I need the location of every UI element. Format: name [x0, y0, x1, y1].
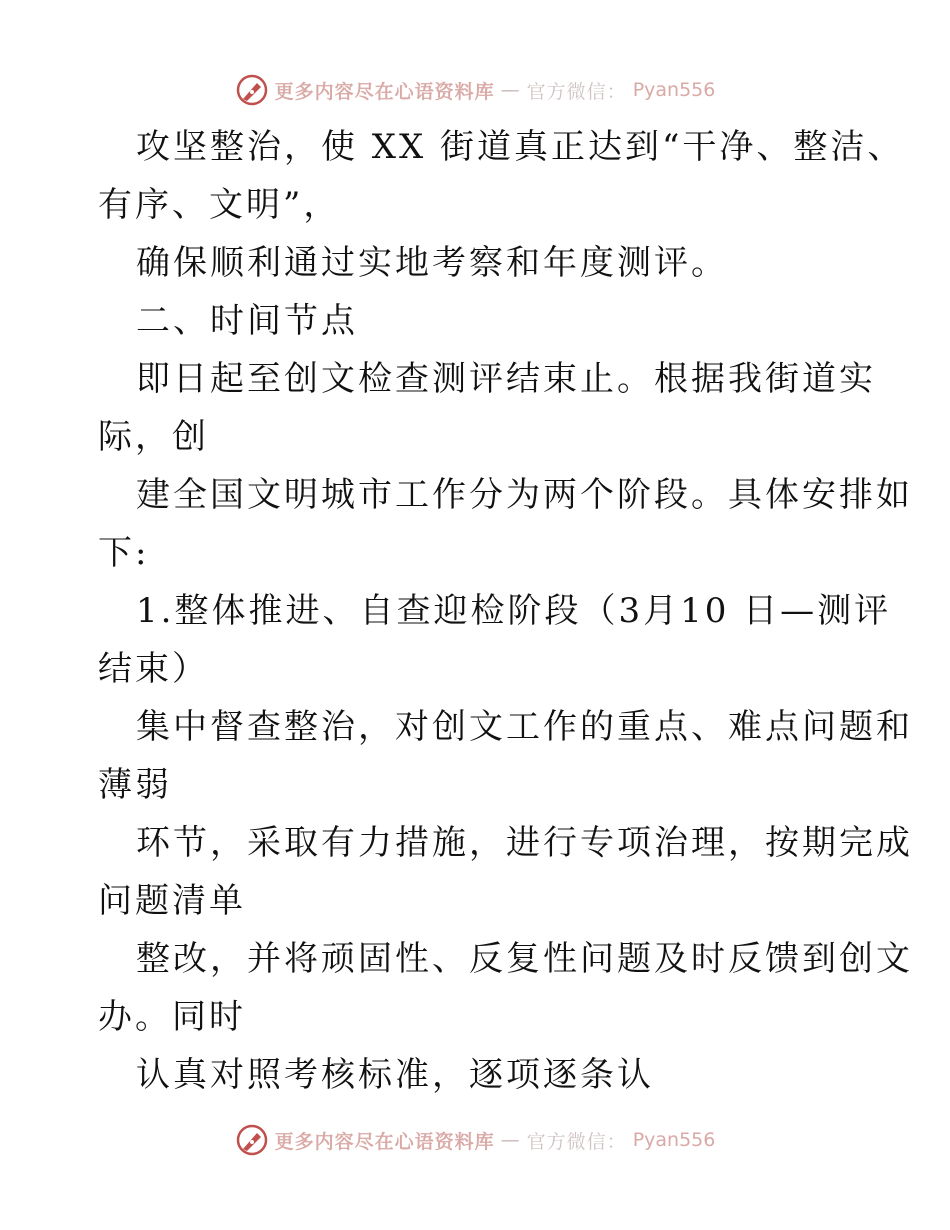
text-line: 攻坚整治，使 XX 街道真正达到“干净、整洁、	[136, 127, 905, 167]
watermark-brand: 更多内容尽在心语资料库	[274, 80, 495, 103]
text-line: 办。同时	[98, 997, 246, 1037]
text-line: 即日起至创文检查测评结束止。根据我街道实	[136, 359, 876, 399]
watermark-wechat-id: Pyan556	[632, 79, 716, 101]
watermark-wechat-id: Pyan556	[632, 1129, 716, 1151]
text-line: 下:	[98, 533, 150, 573]
text-line: 集中督查整治，对创文工作的重点、难点问题和	[136, 707, 913, 747]
pen-nib-logo-icon	[235, 1123, 269, 1157]
text-line: 际，创	[98, 417, 209, 457]
text-line: 薄弱	[98, 765, 172, 805]
text-line: 确保顺利通过实地考察和年度测评。	[136, 243, 728, 283]
watermark-separator: —	[500, 79, 521, 101]
watermark-wechat-label: 官方微信：	[526, 80, 627, 103]
pen-nib-logo-icon	[235, 73, 269, 107]
text-line: 认真对照考核标准，逐项逐条认	[136, 1055, 654, 1095]
text-line: 问题清单	[98, 881, 246, 921]
watermark-wechat-label: 官方微信：	[526, 1130, 627, 1153]
text-line: 结束）	[98, 649, 209, 689]
document-body	[98, 118, 913, 1104]
watermark-separator: —	[500, 1129, 521, 1151]
section-heading: 二、时间节点	[136, 301, 358, 341]
watermark-brand: 更多内容尽在心语资料库	[274, 1130, 495, 1153]
text-line: 环节，采取有力措施，进行专项治理，按期完成	[136, 823, 913, 863]
footer-watermark	[0, 1120, 950, 1160]
text-line: 整改，并将顽固性、反复性问题及时反馈到创文	[136, 939, 913, 979]
text-line: 建全国文明城市工作分为两个阶段。具体安排如	[136, 475, 913, 515]
text-line: 有序、文明”，	[98, 185, 341, 225]
header-watermark	[0, 70, 950, 110]
subsection-heading: 1.整体推进、自查迎检阶段（3月10 日—测评	[136, 591, 892, 631]
